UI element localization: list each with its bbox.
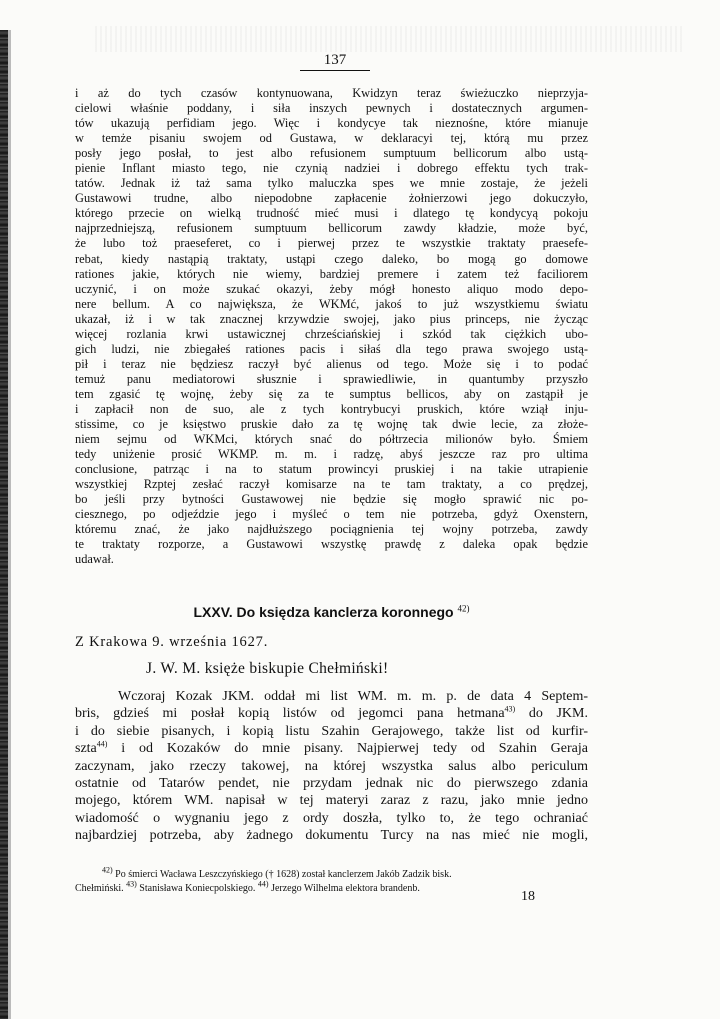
footnote-ref: 43)	[504, 704, 516, 714]
heading-text: LXXV. Do księdza kanclerza koronnego	[193, 604, 454, 620]
letter-line-text: zaczynam, jako rzeczy takowej, na której wszystka salus albo periculum	[75, 758, 588, 774]
body-line: najprzedniejszą, refusionem sumptuum bellicorum zawdy kładzie, może być,	[75, 221, 588, 236]
body-line: i zapłacił non de suo, ale z tych kontrybucyi pruskich, które wziął inju-	[75, 401, 588, 416]
body-line: wszystkiej Rzptej zesłać raczył komisarze na te tam traktaty, a co prędzej,	[75, 477, 588, 492]
letter-line	[75, 740, 588, 757]
body-line: tem zgasić tę wojnę, żeby się za te sumptus bellicos, aby on zastąpił je	[75, 386, 588, 401]
letter-line-text: najbardziej potrzeba, aby żadnego dokumentu Turcy na nas mieć nie mogli,	[75, 828, 588, 844]
letter-salutation: J. W. M. księże biskupie Chełmiński!	[146, 660, 389, 677]
letter-dateline: Z Krakowa 9. września 1627.	[75, 634, 269, 650]
letter-line-text: szta	[75, 741, 97, 757]
body-line: nere bellum. A co największa, że WKMć, jakoś to już wszystkiemu światu	[75, 296, 588, 311]
body-line: te traktaty rozporze, a Gustawowi wszystkę prawdę z daleka opak będzie	[75, 537, 588, 552]
footnote-44-text: Jerzego Wilhelma elektora brandenb.	[268, 883, 420, 894]
letter-line	[75, 705, 588, 722]
signature-mark: 18	[521, 889, 535, 904]
body-line: cielowi właśnie poddany, i siła inszych pewnych i dostatecznych argumen-	[75, 101, 588, 116]
body-line: rebat, kiedy nastąpią traktaty, ustąpi czego daleko, bo mogą go domowe	[75, 251, 588, 266]
letter-line	[75, 775, 588, 792]
continued-letter-text	[75, 86, 588, 568]
letter-line-text: mojego, którem WM. napisał w tej materyi zaraz z razu, jako mnie jedno	[75, 793, 588, 809]
body-line: pienie Inflant miasto tego, nie czynią nadziei i dobrego effektu tych trak-	[75, 161, 588, 176]
footnote-ref: 44)	[96, 739, 108, 749]
body-line: któremu znać, że jako najdłuższego pociągnienia tej wojny potrzeba, zawdy	[75, 522, 588, 537]
body-line: w temże pisaniu swojem od Gustawa, w deklaracyi tej, którą mu przez	[75, 131, 588, 146]
letter-line	[75, 758, 588, 775]
body-line: posły jego posłał, to jest albo refusionem sumptuum bellicorum albo ustą-	[75, 146, 588, 161]
footnote-42-continuation: Chełmiński.	[75, 883, 127, 894]
letter-line-text: bris, gdzieś mi posłał kopią listów od jegomci pana hetmana	[75, 706, 505, 722]
body-line: rationes jakie, których nie wiemy, bardziej premere i zatem też faciliorem	[75, 266, 588, 281]
footnote-42-mark: 42)	[102, 865, 113, 875]
body-line: tatów. Jednak iż taż sama tylko maluczka spes we mnie zostaje, że jeżeli	[75, 176, 588, 191]
body-line: ciesznego, po odjeździe jego i myśleć o tem nie potrzeba, gdyż Oxenstern,	[75, 507, 588, 522]
letter-line	[75, 810, 588, 827]
page-number-rule	[300, 70, 370, 71]
body-line: i aż do tych czasów kontynuowana, Kwidzyn teraz świeżuczko nieprzyja-	[75, 86, 588, 100]
letter-line-text: Wczoraj Kozak JKM. oddał mi list WM. m. m. p. de data 4 Septem-	[118, 689, 588, 704]
body-line: uczynić, i on może szukać okazyi, żeby mógł honesto aliquo modo depo-	[75, 281, 588, 296]
binding-shadow	[8, 30, 11, 1019]
letter-line	[75, 827, 588, 844]
body-line: stissime, co je księstwo pruskie dało za tę wojnę tak dwie lecie, za złoże-	[75, 417, 588, 432]
letter-body-text	[75, 688, 588, 845]
footnote-44-mark: 44)	[257, 879, 269, 889]
letter-line	[75, 688, 588, 705]
body-line: bo jeśli przy bytności Gustawowej nie będzie się mogło sprawić nic po-	[75, 492, 588, 507]
body-line: ukazał, iż i w tak znacznej krzywdzie swojej, jako pius princeps, nie życząc	[75, 311, 588, 326]
letter-line-text: i do siebie pisanych, i kopią listu Szahin Gerajowego, także list od kurfir-	[75, 723, 588, 739]
body-line: Gustawowi trudne, albo niepodobne zapłacenie żołnierzowi jego dokuczyło,	[75, 191, 588, 206]
page-number: 137	[323, 52, 347, 68]
letter-line	[75, 723, 588, 740]
binding-edge	[0, 30, 8, 1019]
footnote-42-text: Po śmierci Wacława Leszczyńskiego († 1628) został kanclerzem Jakób Zadzik bisk.	[112, 869, 452, 880]
body-line: udawał.	[75, 552, 114, 567]
letter-heading	[75, 604, 588, 620]
footnote-42	[75, 865, 588, 882]
body-line: którego przecie on wielką trudność mieć musi i dlatego tę kondycyą pokoju	[75, 206, 588, 221]
body-line: niem sejmu od WKMci, których snać do półtrzecia milionów było. Śmiem	[75, 432, 588, 447]
letter-line-text: ostatnie od Tatarów pendet, nie przydam jednak nic do pierwszego zdania	[75, 776, 588, 792]
body-line: pił i teraz nie będziesz raczył być alienus od tego. Może się i to podać	[75, 356, 588, 371]
heading-footnote-ref: 42)	[457, 603, 470, 614]
body-line: tów ukazują perfidiam jego. Więc i kondycye tak nieznośne, które mianuje	[75, 116, 588, 131]
body-line: conclusione, patrząc i na to statum prowincyi pruskiej i na takie utrapienie	[75, 462, 588, 477]
letter-line	[75, 792, 588, 809]
body-line: temuż panu mediatorowi słusznie i sprawiedliwie, in quantumby przyszło	[75, 371, 588, 386]
footnote-43-text: Stanisława Koniecpolskiego.	[136, 883, 258, 894]
body-line: tedy uniżenie prosić WKMP. m. m. i radzę, abyś jeszcze raz pro ultima	[75, 447, 588, 462]
scan-bleed-through	[95, 26, 685, 52]
footnote-43-mark: 43)	[126, 879, 137, 889]
body-line: że lubo toż praeseferet, co i pierwej przez te wszystkie traktaty praesefe-	[75, 236, 588, 251]
letter-line-text: do JKM.	[515, 706, 588, 722]
body-line: gich ludzi, nie zbiegałeś rationes pacis i siłaś dla tego prawa swojego ustą-	[75, 341, 588, 356]
letter-line-text: i od Kozaków do mnie pisany. Najpierwej tedy od Szahin Geraja	[107, 741, 588, 757]
letter-line-text: wiadomość o wygnaniu jego z ordy doszła, tylko to, że tego ochraniać	[75, 810, 588, 826]
body-line: więcej rozlania krwi ustawicznej chrześciańskiej i szkód tak ciężkich ubo-	[75, 326, 588, 341]
